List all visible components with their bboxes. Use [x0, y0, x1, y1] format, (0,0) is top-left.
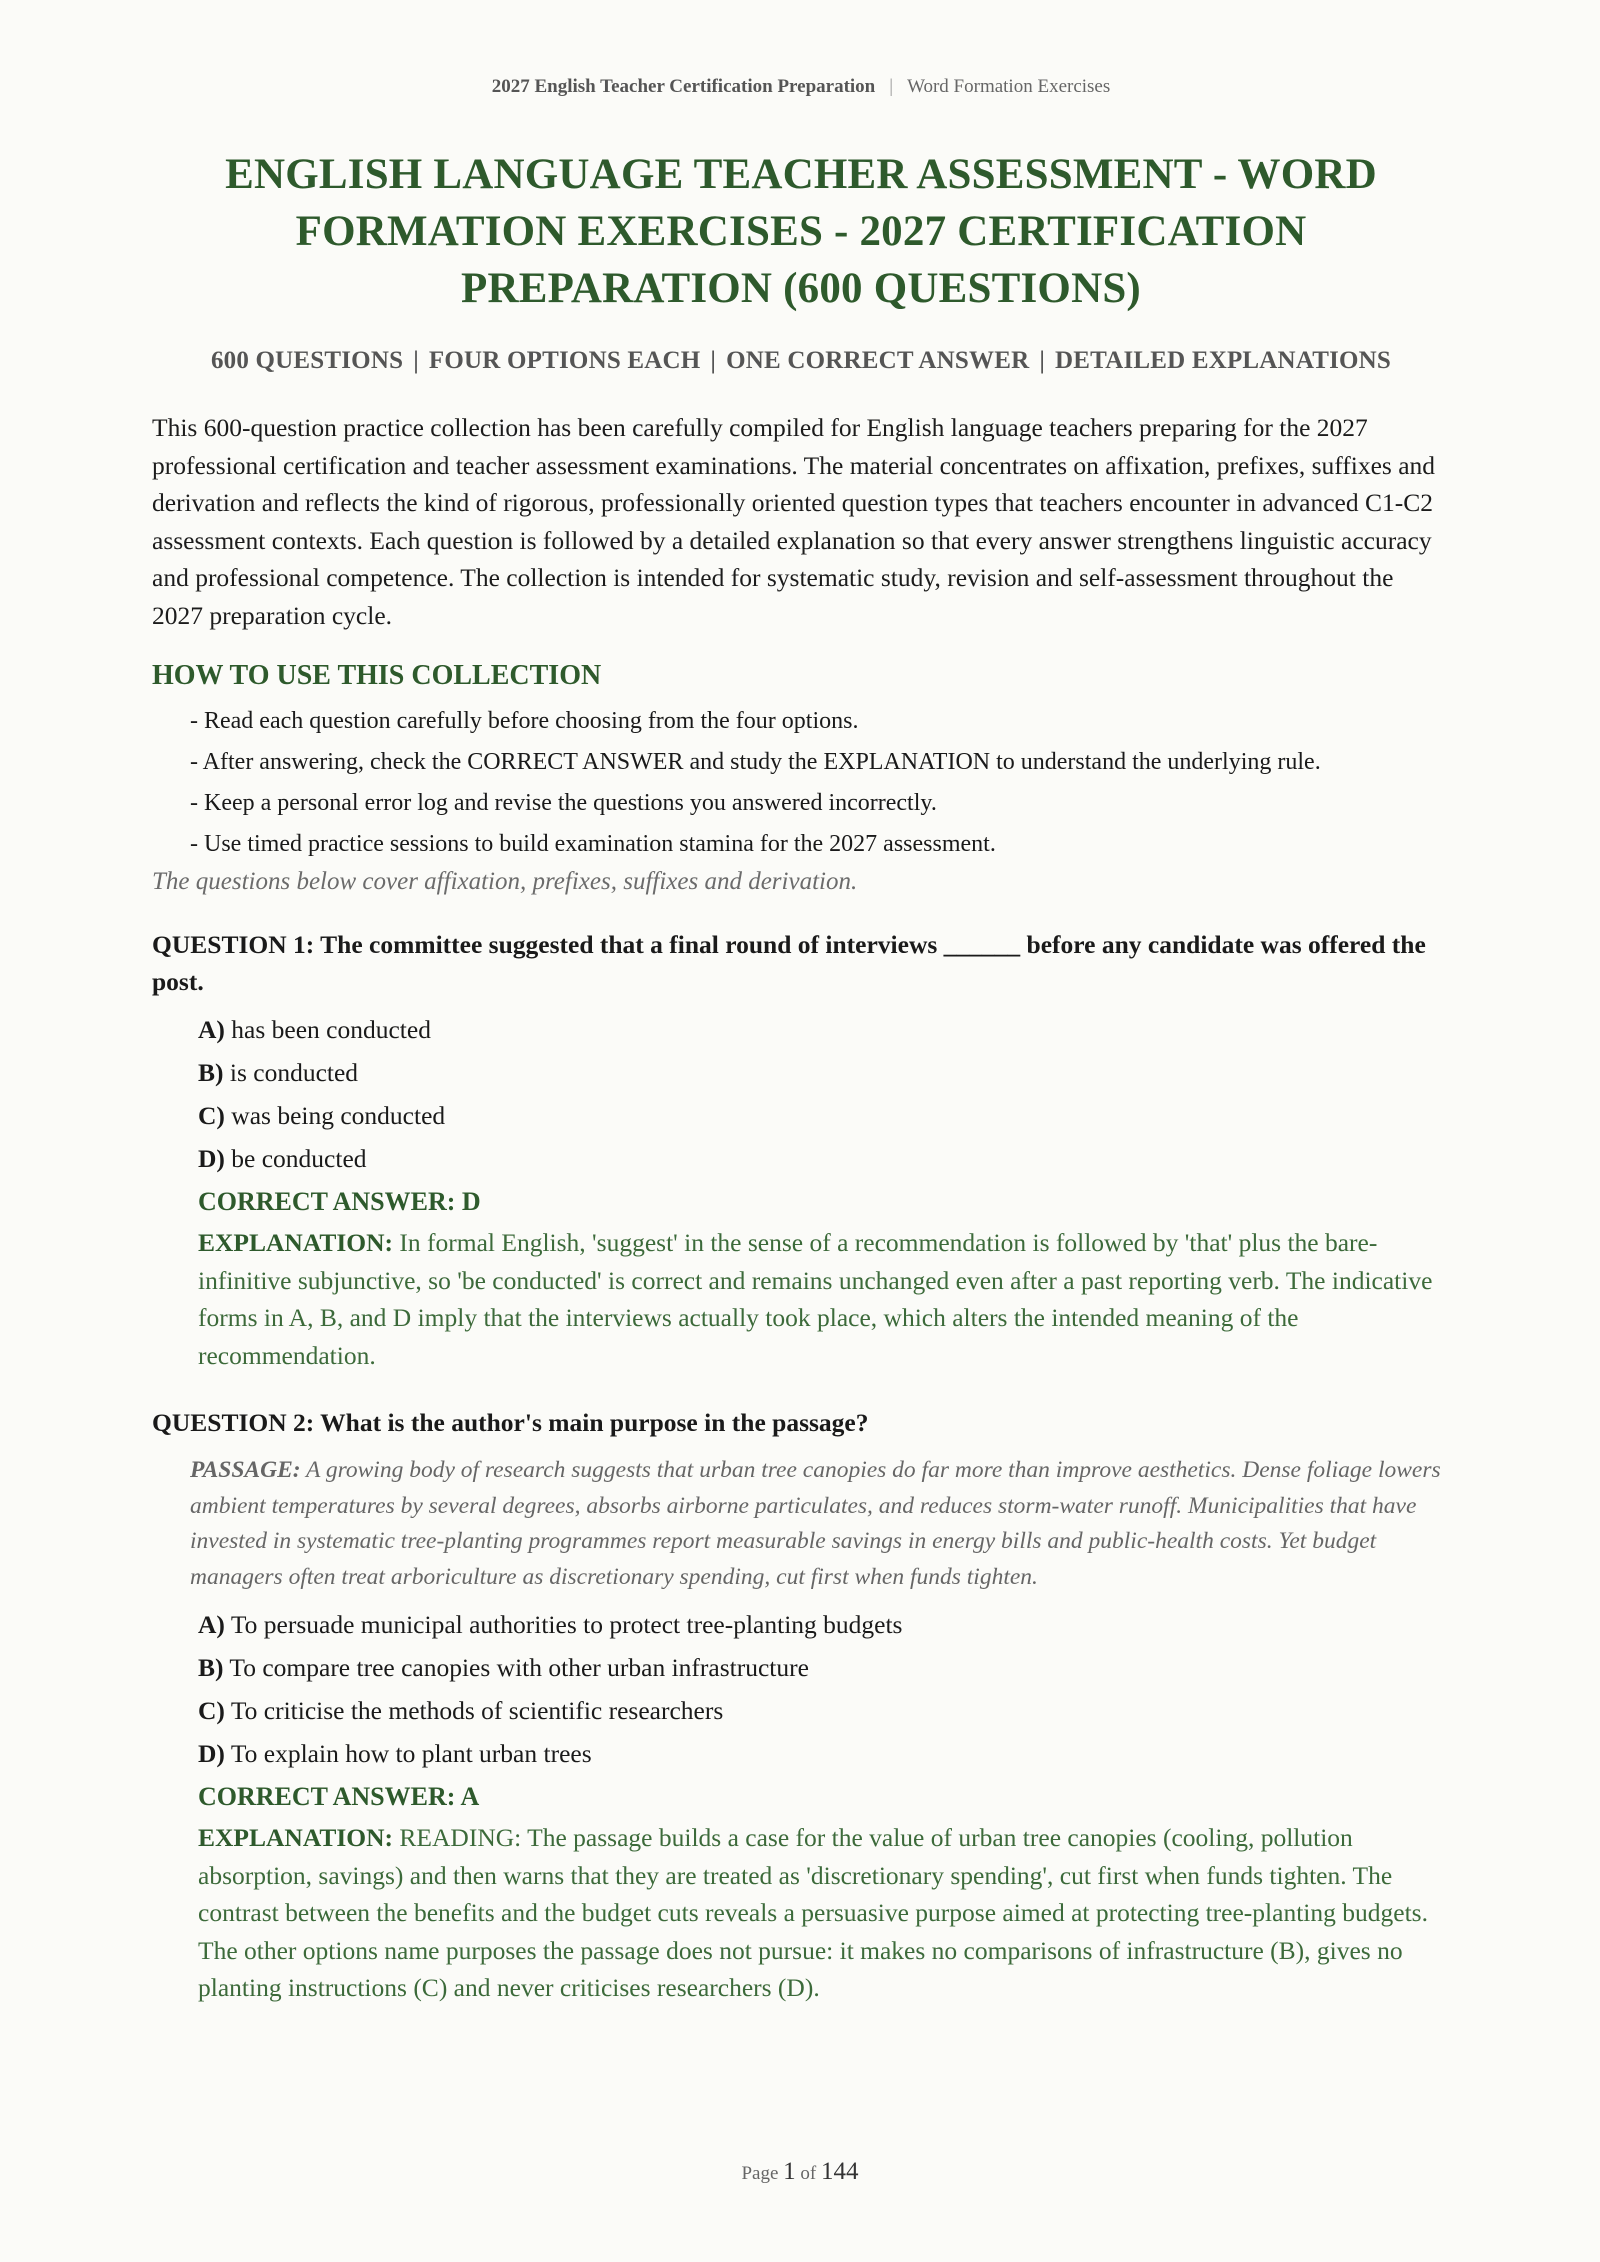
summary-item: FOUR OPTIONS EACH [428, 347, 701, 374]
question-stem: QUESTION 1: The committee suggested that a final round of interviews ______ before any candidate was offered the post. [152, 930, 1426, 996]
running-header-separator: | [889, 76, 894, 97]
option-text: has been conducted [231, 1015, 431, 1044]
page-footer [0, 2158, 1600, 2186]
option-letter: C) [198, 1101, 225, 1130]
coverage-note: The questions below cover affixation, prefixes, suffixes and derivation. [152, 868, 858, 895]
option-letter: D) [198, 1739, 225, 1768]
summary-line [152, 347, 1450, 375]
intro-paragraph: This 600-question practice collection has been carefully compiled for English language teachers preparing for the 2027 professional certification and teacher assessment examinations. The material concentrates on affixation, prefixes, suffixes and derivation and reflects the kind of rigorous, professionally oriented question types that teachers encounter in advanced C1-C2 assessment contexts. Each question is followed by a detailed explanation so that every answer strengthens linguistic accuracy and professional competence. The collection is intended for systematic study, revision and self-assessment throughout the 2027 preparation cycle. [152, 413, 1436, 630]
howto-item: - Keep a personal error log and revise the questions you answered incorrectly. [190, 790, 937, 816]
explanation [198, 1819, 1450, 2007]
options-list [198, 1010, 1450, 1182]
option-text: To criticise the methods of scientific researchers [230, 1696, 724, 1725]
option-text: be conducted [231, 1144, 367, 1173]
explanation [198, 1224, 1450, 1374]
running-header [152, 0, 1450, 106]
summary-separator: | [1039, 347, 1046, 374]
howto-item: - After answering, check the CORRECT ANSWER and study the EXPLANATION to understand the underlying rule. [190, 749, 1321, 775]
option-d [198, 1139, 1450, 1182]
passage-text: A growing body of research suggests that urban tree canopies do far more than improve aesthetics. Dense foliage lowers ambient temperatures by several degrees, absorbs airborne particulates, and reduces storm-water runoff. Municipalities that have invested in systematic tree-planting programmes report measurable savings in energy bills and public-health costs. Yet budget managers often treat arboriculture as discretionary spending, cut first when funds tighten. [190, 1457, 1441, 1590]
option-letter: A) [198, 1015, 225, 1044]
option-c [198, 1096, 1450, 1139]
reading-passage [190, 1453, 1450, 1595]
option-d [198, 1734, 1450, 1777]
explanation-text: READING: The passage builds a case for the value of urban tree canopies (cooling, pollution absorption, savings) and then warns that they are treated as 'discretionary spending', cut first when funds tighten. The contrast between the benefits and the budget cuts reveals a persuasive purpose aimed at protecting tree-planting budgets. The other options name purposes the passage does not pursue: it makes no comparisons of infrastructure (B), gives no planting instructions (C) and never criticises researchers (D). [198, 1823, 1428, 2002]
options-list [198, 1605, 1450, 1777]
passage-label: PASSAGE: [190, 1457, 301, 1483]
howto-heading: HOW TO USE THIS COLLECTION [152, 660, 602, 691]
howto-list [152, 704, 1450, 862]
running-header-subtitle: Word Formation Exercises [907, 76, 1111, 97]
option-b [198, 1648, 1450, 1691]
option-text: was being conducted [231, 1101, 446, 1130]
summary-item: DETAILED EXPLANATIONS [1055, 347, 1392, 374]
summary-item: ONE CORRECT ANSWER [726, 347, 1030, 374]
summary-item: 600 QUESTIONS [210, 347, 404, 374]
of-word: of [800, 2163, 817, 2184]
explanation-text: In formal English, 'suggest' in the sense of a recommendation is followed by 'that' plus the bare-infinitive subjunctive, so 'be conducted' is correct and remains unchanged even after a past reporting verb. The indicative forms in A, B, and D imply that the interviews actually took place, which alters the intended meaning of the recommendation. [198, 1228, 1433, 1370]
explanation-label: EXPLANATION: [198, 1823, 394, 1852]
correct-answer: CORRECT ANSWER: D [198, 1187, 481, 1216]
howto-item: - Use timed practice sessions to build examination stamina for the 2027 assessment. [190, 831, 996, 857]
howto-item: - Read each question carefully before choosing from the four options. [190, 708, 859, 734]
option-letter: D) [198, 1144, 225, 1173]
question-1 [152, 926, 1450, 1374]
question-2 [152, 1404, 1450, 2007]
option-a [198, 1605, 1450, 1648]
summary-separator: | [413, 347, 419, 374]
option-text: To persuade municipal authorities to protect tree-planting budgets [230, 1610, 903, 1639]
question-stem: QUESTION 2: What is the author's main purpose in the passage? [152, 1408, 869, 1437]
option-letter: B) [198, 1058, 224, 1087]
option-text: is conducted [229, 1058, 359, 1087]
option-c [198, 1691, 1450, 1734]
document-title: ENGLISH LANGUAGE TEACHER ASSESSMENT - WORD FORMATION EXERCISES - 2027 CERTIFICATION PREPARATION (600 QUESTIONS) [225, 151, 1377, 312]
option-b [198, 1053, 1450, 1096]
page-number: 1 [783, 2158, 796, 2185]
option-letter: C) [198, 1696, 225, 1725]
summary-separator: | [710, 347, 717, 374]
explanation-label: EXPLANATION: [198, 1228, 394, 1257]
correct-answer: CORRECT ANSWER: A [198, 1782, 480, 1811]
option-a [198, 1010, 1450, 1053]
option-letter: B) [198, 1653, 224, 1682]
page-word: Page [741, 2163, 779, 2184]
option-letter: A) [198, 1610, 225, 1639]
total-pages: 144 [821, 2158, 859, 2185]
option-text: To explain how to plant urban trees [230, 1739, 592, 1768]
running-header-title: 2027 English Teacher Certification Preparation [491, 76, 876, 97]
option-text: To compare tree canopies with other urban infrastructure [229, 1653, 809, 1682]
